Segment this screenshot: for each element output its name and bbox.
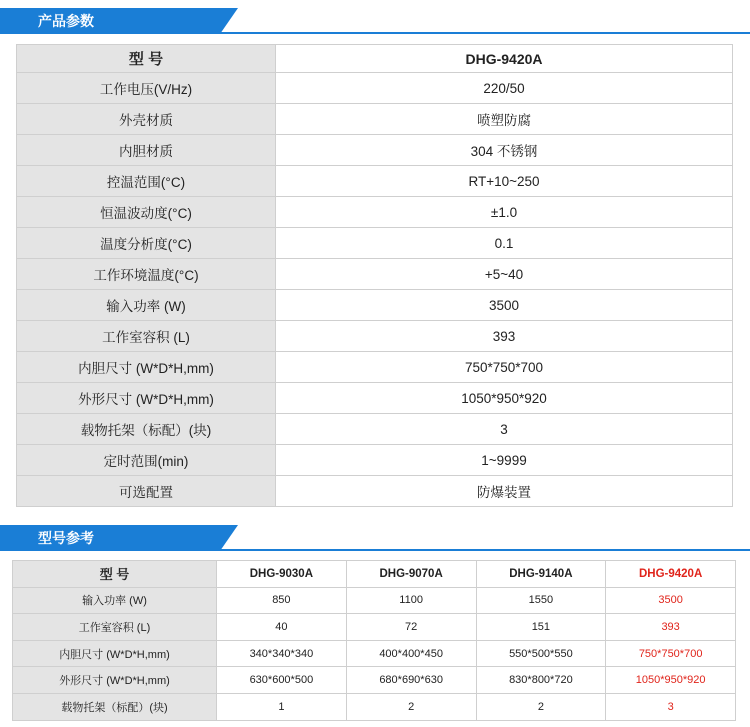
table-row [17, 135, 733, 166]
param-value: 72 [346, 614, 476, 641]
param-label: 内胆材质 [17, 135, 276, 166]
param-label: 可选配置 [17, 476, 276, 507]
section-header-product-params [0, 8, 750, 34]
param-value: 3500 [276, 290, 733, 321]
header-band [0, 525, 238, 551]
param-value: +5~40 [276, 259, 733, 290]
param-value: RT+10~250 [276, 166, 733, 197]
param-label: 内胆尺寸 (W*D*H,mm) [17, 352, 276, 383]
param-value: ±1.0 [276, 197, 733, 228]
param-value: 防爆装置 [276, 476, 733, 507]
param-value: 2 [476, 693, 606, 720]
param-value: 喷塑防腐 [276, 104, 733, 135]
param-value: 400*400*450 [346, 640, 476, 667]
param-value: 680*690*630 [346, 667, 476, 694]
model-name: DHG-9070A [346, 561, 476, 588]
product-params-table [16, 44, 733, 507]
param-value: 550*500*550 [476, 640, 606, 667]
param-value: 850 [217, 587, 347, 614]
model-reference-table [12, 560, 736, 721]
param-value: 304 不锈钢 [276, 135, 733, 166]
param-label: 输入功率 (W) [13, 587, 217, 614]
table-row [17, 476, 733, 507]
param-label: 定时范围(min) [17, 445, 276, 476]
table-row [17, 414, 733, 445]
param-label: 控温范围(°C) [17, 166, 276, 197]
table-row [17, 104, 733, 135]
param-label: 外形尺寸 (W*D*H,mm) [17, 383, 276, 414]
model-name: DHG-9030A [217, 561, 347, 588]
table-header-row [13, 561, 736, 588]
model-name: DHG-9420A [606, 561, 736, 588]
header-band [0, 8, 238, 34]
table-row [17, 445, 733, 476]
table-row [17, 321, 733, 352]
table-row [17, 73, 733, 104]
table-row [17, 352, 733, 383]
param-value: 1050*950*920 [276, 383, 733, 414]
model-name: DHG-9140A [476, 561, 606, 588]
model-value: DHG-9420A [276, 45, 733, 73]
param-value: 3 [606, 693, 736, 720]
param-label: 工作室容积 (L) [13, 614, 217, 641]
table-row [17, 166, 733, 197]
param-label: 载物托架（标配）(块) [17, 414, 276, 445]
param-value: 40 [217, 614, 347, 641]
param-value: 1100 [346, 587, 476, 614]
param-value: 393 [276, 321, 733, 352]
table-header-row [17, 45, 733, 73]
param-value: 750*750*700 [606, 640, 736, 667]
table-row [13, 587, 736, 614]
param-value: 630*600*500 [217, 667, 347, 694]
table-row [13, 614, 736, 641]
param-value: 1 [217, 693, 347, 720]
param-label: 恒温波动度(°C) [17, 197, 276, 228]
table-row [13, 667, 736, 694]
param-value: 750*750*700 [276, 352, 733, 383]
param-label: 外壳材质 [17, 104, 276, 135]
table-row [17, 290, 733, 321]
param-value: 1550 [476, 587, 606, 614]
table-row [17, 197, 733, 228]
model-label: 型 号 [17, 45, 276, 73]
section-title: 产品参数 [38, 13, 94, 29]
header-rule [0, 32, 750, 34]
table-row [13, 640, 736, 667]
table-row [17, 259, 733, 290]
header-rule [0, 549, 750, 551]
param-label: 工作电压(V/Hz) [17, 73, 276, 104]
table-row [17, 383, 733, 414]
param-label: 工作室容积 (L) [17, 321, 276, 352]
param-value: 1050*950*920 [606, 667, 736, 694]
param-value: 830*800*720 [476, 667, 606, 694]
param-label: 输入功率 (W) [17, 290, 276, 321]
section-title: 型号参考 [38, 530, 94, 546]
param-label: 外形尺寸 (W*D*H,mm) [13, 667, 217, 694]
param-label: 内胆尺寸 (W*D*H,mm) [13, 640, 217, 667]
section-header-model-reference [0, 525, 750, 551]
table-row [13, 693, 736, 720]
param-label: 温度分析度(°C) [17, 228, 276, 259]
param-label: 载物托架（标配）(块) [13, 693, 217, 720]
param-value: 393 [606, 614, 736, 641]
table-row [17, 228, 733, 259]
param-value: 340*340*340 [217, 640, 347, 667]
param-label: 工作环境温度(°C) [17, 259, 276, 290]
param-value: 3 [276, 414, 733, 445]
param-value: 151 [476, 614, 606, 641]
param-value: 220/50 [276, 73, 733, 104]
param-value: 2 [346, 693, 476, 720]
param-value: 1~9999 [276, 445, 733, 476]
param-value: 3500 [606, 587, 736, 614]
model-label: 型 号 [13, 561, 217, 588]
param-value: 0.1 [276, 228, 733, 259]
